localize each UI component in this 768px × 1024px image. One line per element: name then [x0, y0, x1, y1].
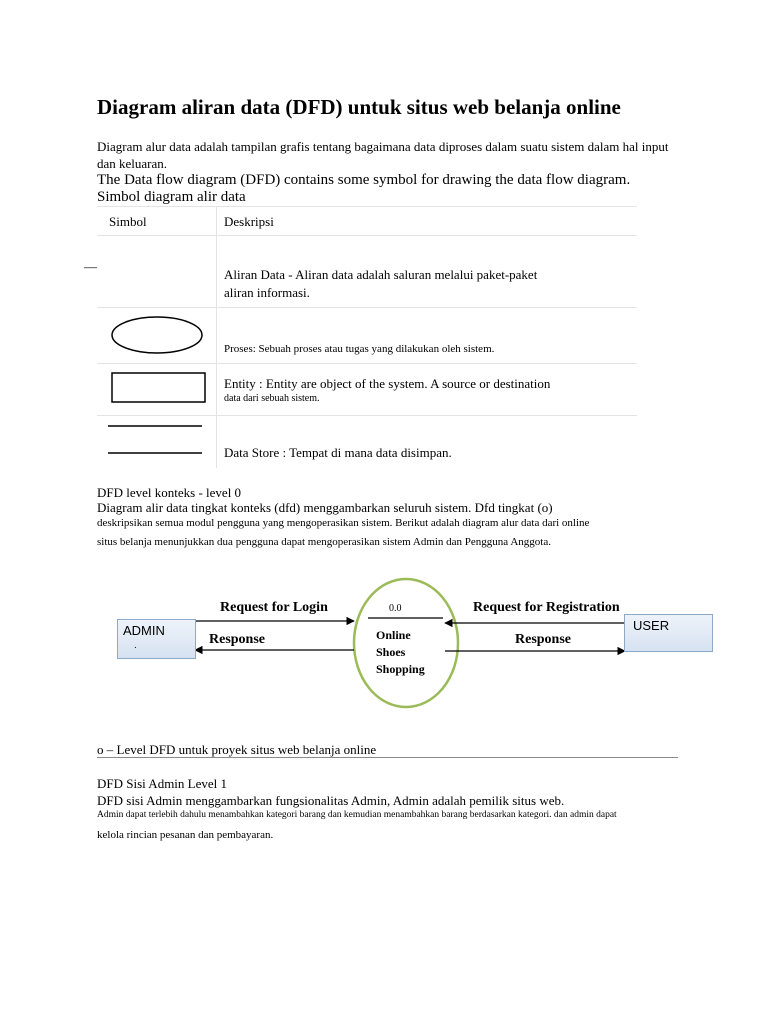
right-request-label: Request for Registration — [473, 600, 620, 615]
diagram-caption: o – Level DFD untuk proyek situs web belanja online — [97, 742, 377, 757]
process-symbol-icon — [110, 314, 205, 356]
process-label-line3: Shopping — [376, 662, 425, 676]
intro-line-3: The Data flow diagram (DFD) contains some symbol for drawing the data flow diagram. — [97, 172, 631, 188]
table-rule — [97, 415, 637, 416]
level1-line-1: DFD sisi Admin menggambarkan fungsionalitas Admin, Admin adalah pemilik situs web. — [97, 793, 565, 808]
intro-line-1: Diagram alur data adalah tampilan grafis tentang bagaimana data diproses dalam suatu sistem dalam hal input — [97, 139, 669, 154]
data-flow-symbol-icon: — — [84, 259, 97, 274]
table-rule — [97, 307, 637, 308]
level0-heading: DFD level konteks - level 0 — [97, 485, 242, 500]
level0-line-1: Diagram alir data tingkat konteks (dfd) menggambarkan seluruh sistem. Dfd tingkat (o) — [97, 500, 553, 515]
process-label — [376, 627, 425, 678]
process-label-line1: Online — [376, 628, 411, 642]
desc-data-store: Data Store : Tempat di mana data disimpan. — [224, 445, 452, 460]
admin-dot: . — [134, 640, 137, 651]
page-title: Diagram aliran data (DFD) untuk situs web belanja online — [97, 95, 621, 119]
desc-entity-line2: data dari sebuah sistem. — [224, 393, 320, 404]
process-label-line2: Shoes — [376, 645, 406, 659]
level1-line-3: kelola rincian pesanan dan pembayaran. — [97, 829, 274, 841]
data-store-symbol-icon — [107, 422, 205, 458]
header-description: Deskripsi — [224, 214, 274, 229]
table-rule — [97, 235, 637, 236]
desc-process: Proses: Sebuah proses atau tugas yang dilakukan oleh sistem. — [224, 343, 495, 355]
level1-heading: DFD Sisi Admin Level 1 — [97, 776, 228, 791]
admin-entity — [117, 619, 196, 659]
table-divider — [216, 206, 217, 468]
intro-line-4: Simbol diagram alir data — [97, 189, 246, 205]
desc-data-flow-line1: Aliran Data - Aliran data adalah saluran melalui paket-paket — [224, 267, 538, 282]
left-request-label: Request for Login — [220, 600, 328, 615]
table-rule — [97, 206, 637, 207]
admin-label: ADMIN — [123, 623, 165, 638]
intro-line-2: dan keluaran. — [97, 156, 168, 171]
header-symbol: Simbol — [109, 214, 147, 229]
desc-entity-line1: Entity : Entity are object of the system. A source or destination — [224, 376, 551, 391]
dfd-context-diagram — [110, 575, 720, 715]
level1-line-2: Admin dapat terlebih dahulu menambahkan kategori barang dan kemudian menambahkan barang berdasarkan kategori. dan admin dapat — [97, 810, 617, 820]
symbol-table — [97, 206, 637, 468]
left-response-label: Response — [209, 632, 266, 647]
entity-symbol-icon — [111, 372, 207, 404]
right-response-label: Response — [515, 632, 572, 647]
desc-data-flow-line2: aliran informasi. — [224, 285, 310, 300]
user-entity — [624, 614, 713, 652]
process-number: 0.0 — [389, 603, 402, 614]
user-label: USER — [633, 618, 670, 633]
caption-rule — [97, 757, 678, 758]
level0-line-3: situs belanja menunjukkan dua pengguna dapat mengoperasikan sistem Admin dan Pengguna Anggota. — [97, 536, 551, 548]
level0-line-2: deskripsikan semua modul pengguna yang mengoperasikan sistem. Berikut adalah diagram alur data dari online — [97, 517, 590, 529]
table-rule — [97, 363, 637, 364]
